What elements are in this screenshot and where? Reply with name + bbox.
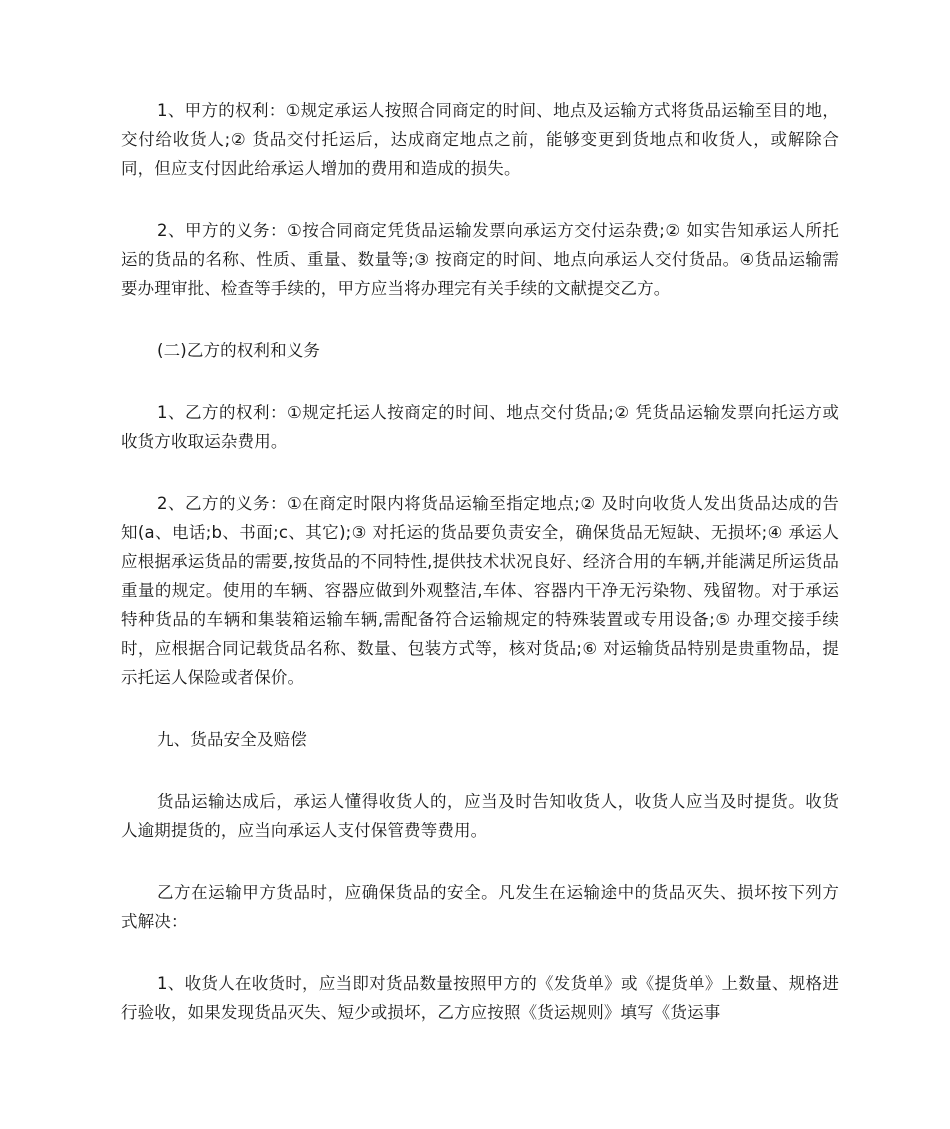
section-heading-party-b: (二)乙方的权利和义务 — [157, 341, 321, 360]
document-page — [121, 96, 839, 1060]
paragraph-party-b-rights: 1、乙方的权利：①规定托运人按商定的时间、地点交付货品;② 凭货品运输发票向托运方或收货方收取运杂费用。 — [121, 403, 839, 451]
paragraph-inspection: 1、收货人在收货时，应当即对货品数量按照甲方的《发货单》或《提货单》上数量、规格进行验收，如果发现货品灭失、短少或损坏，乙方应按照《货运规则》填写《货运事 — [121, 974, 839, 1022]
paragraph-transport-safety: 乙方在运输甲方货品时，应确保货品的安全。凡发生在运输途中的货品灭失、损坏按下列方式解决： — [121, 883, 839, 931]
section-heading-safety-compensation: 九、货品安全及赔偿 — [157, 730, 307, 749]
paragraph-party-a-obligations: 2、甲方的义务：①按合同商定凭货品运输发票向承运方交付运杂费;② 如实告知承运人所托运的货品的名称、性质、重量、数量等;③ 按商定的时间、地点向承运人交付货品。④货品运输需要办理审批、检查等手续的，甲方应当将办理完有关手续的文献提交乙方。 — [121, 221, 839, 298]
paragraph-party-b-obligations: 2、乙方的义务：①在商定时限内将货品运输至指定地点;② 及时向收货人发出货品达成的告知(a、电话;b、书面;c、其它);③ 对托运的货品要负责安全，确保货品无短缺、无损坏;④ 承运人应根据承运货品的需要,按货品的不同特性,提供技术状况良好、经济合用的车辆,并能满足所运货品重量的规定。使用的车辆、容器应做到外观整洁,车体、容器内干净无污染物、残留物。对于承运特种货品的车辆和集装箱运输车辆,需配备符合运输规定的特殊装置或专用设备;⑤ 办理交接手续时，应根据合同记载货品名称、数量、包装方式等，核对货品;⑥ 对运输货品特别是贵重物品，提示托运人保险或者保价。 — [121, 494, 839, 687]
paragraph-delivery-notice: 货品运输达成后，承运人懂得收货人的，应当及时告知收货人，收货人应当及时提货。收货人逾期提货的，应当向承运人支付保管费等费用。 — [121, 792, 839, 840]
paragraph-party-a-rights: 1、甲方的权利：①规定承运人按照合同商定的时间、地点及运输方式将货品运输至目的地，交付给收货人;② 货品交付托运后，达成商定地点之前，能够变更到货地点和收货人，或解除合同，但应支付因此给承运人增加的费用和造成的损失。 — [121, 101, 839, 178]
